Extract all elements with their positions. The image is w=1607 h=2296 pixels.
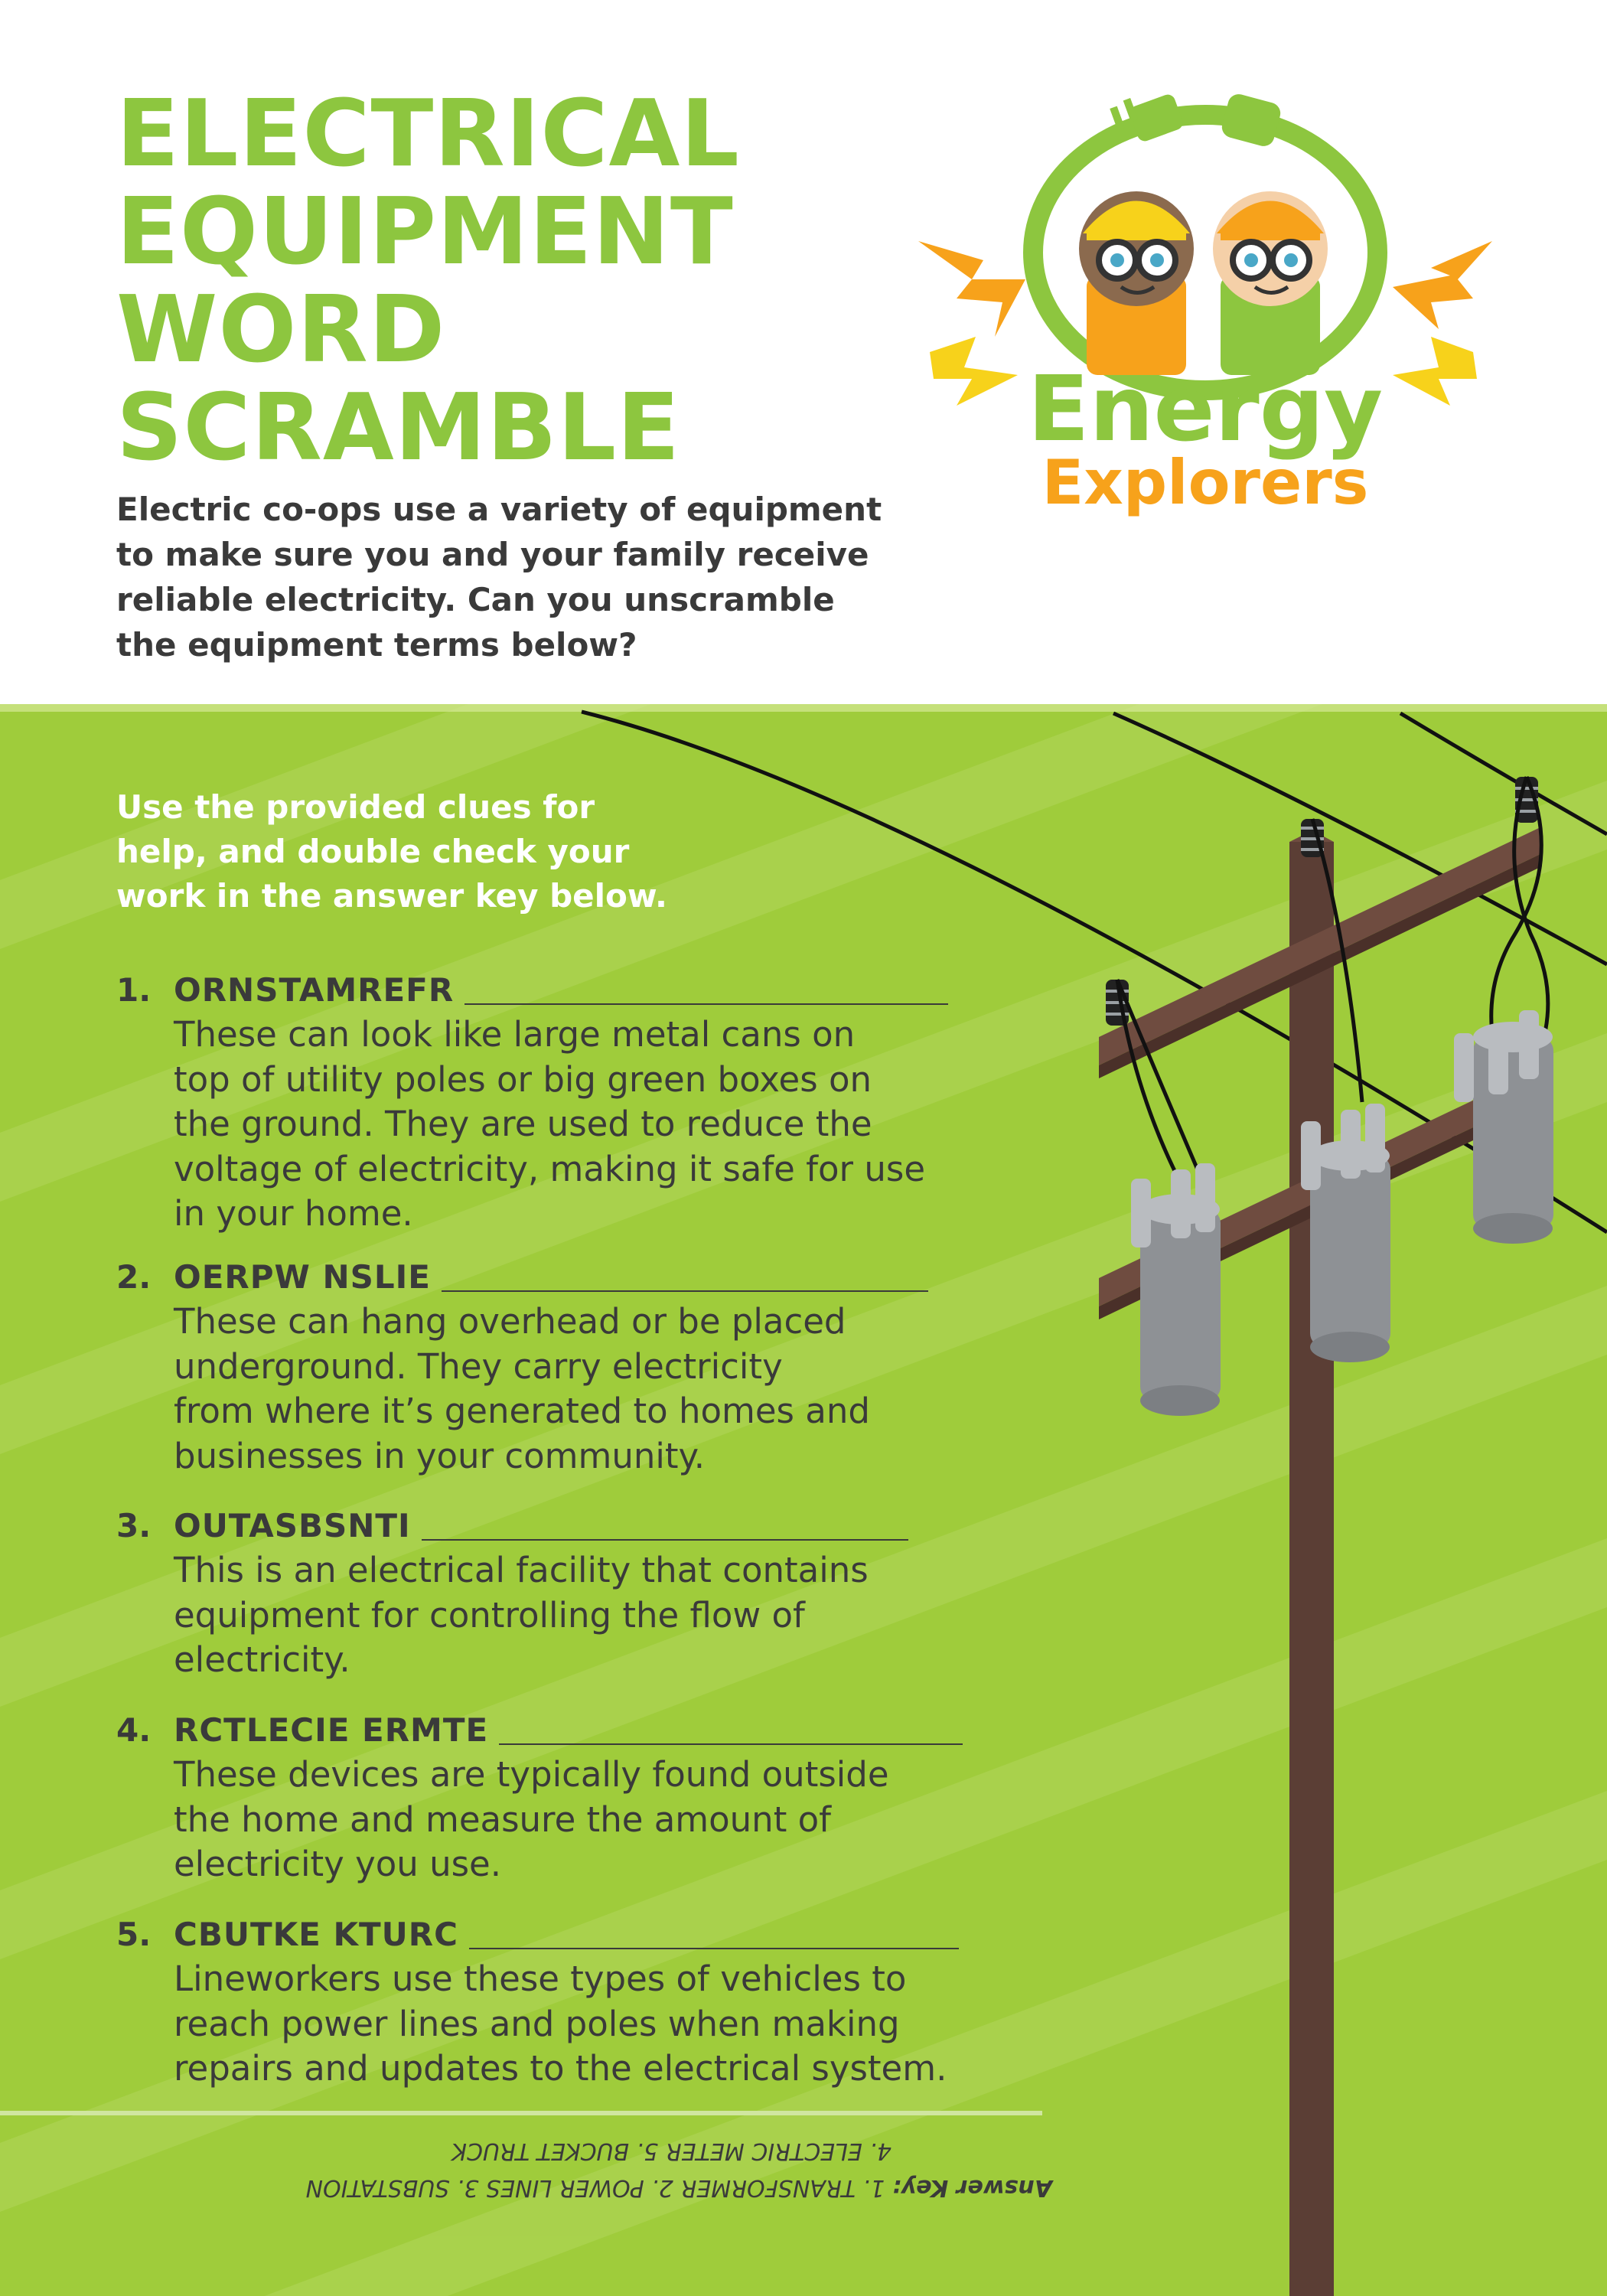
scrambled-word: RCTLECIE ERMTE: [174, 1711, 489, 1749]
monkey-right-icon: [1213, 191, 1328, 375]
transformer-icon: [1131, 1163, 1221, 1416]
question-2: [116, 1254, 1035, 1479]
pole: [1289, 842, 1334, 2296]
intro-paragraph: [116, 487, 973, 667]
clue-text: These can look like large metal cans on top of utility poles or big green boxes on the ground. They are used to reduce the voltage of electricity, making it safe for use in your home.: [174, 1014, 926, 1234]
instructions-line: Use the provided clues for: [116, 788, 595, 826]
intro-line: to make sure you and your family receive: [116, 536, 869, 573]
question-number: 2.: [116, 1258, 152, 1296]
title-line: EQUIPMENT: [116, 179, 734, 285]
answer-key-line-2: [203, 2132, 1052, 2169]
question-number: 4.: [116, 1711, 152, 1749]
title-line: SCRAMBLE: [116, 375, 681, 481]
answer-key-text: 4. ELECTRIC METER 5. BUCKET TRUCK: [451, 2138, 892, 2164]
title-line: ELECTRICAL: [116, 81, 740, 188]
answer-key-line-1: [203, 2169, 1052, 2206]
intro-line: Electric co-ops use a variety of equipment: [116, 491, 882, 528]
clue-text: Lineworkers use these types of vehicles to reach power lines and poles when making repairs and updates to the electrical system.: [174, 1958, 947, 2089]
scrambled-word: OUTASBSNTI: [174, 1507, 411, 1544]
intro-line: the equipment terms below?: [116, 626, 637, 664]
instructions-line: work in the answer key below.: [116, 877, 667, 915]
answer-blank[interactable]: [499, 1743, 963, 1745]
logo-text-explorers: Explorers: [1041, 447, 1369, 518]
lightning-bolt-icon: [918, 241, 1025, 337]
intro-line: reliable electricity. Can you unscramble: [116, 581, 835, 618]
question-4: [116, 1707, 1035, 1887]
transformer-icon: [1301, 1104, 1390, 1362]
answer-key-text: 1. TRANSFORMER 2. POWER LINES 3. SUBSTATION: [305, 2174, 885, 2201]
question-number: 5.: [116, 1916, 152, 1953]
lightning-bolt-icon: [1393, 241, 1492, 329]
energy-explorers-logo: [911, 84, 1500, 520]
answer-key-label: Answer Key:: [892, 2174, 1052, 2201]
answer-blank[interactable]: [464, 1003, 948, 1005]
lightning-bolt-icon: [1393, 337, 1477, 406]
scrambled-word: ORNSTAMREFR: [174, 971, 455, 1009]
title-line: WORD: [116, 277, 446, 383]
socket-icon: [1220, 92, 1283, 148]
answer-blank[interactable]: [442, 1290, 928, 1292]
answer-key-divider: [0, 2111, 1042, 2115]
question-number: 3.: [116, 1507, 152, 1544]
answer-blank[interactable]: [469, 1948, 959, 1949]
question-3: [116, 1502, 1035, 1683]
scrambled-word: OERPW NSLIE: [174, 1258, 431, 1296]
instructions-line: help, and double check your: [116, 833, 630, 870]
scrambled-word: CBUTKE KTURC: [174, 1916, 458, 1953]
question-number: 1.: [116, 971, 152, 1009]
page-title: [116, 81, 920, 481]
lightning-bolt-icon: [930, 337, 1018, 406]
question-5: [116, 1911, 1035, 2092]
clue-text: This is an electrical facility that contains equipment for controlling the flow of electricity.: [174, 1550, 869, 1680]
clue-text: These devices are typically found outside the home and measure the amount of electricity you use.: [174, 1754, 889, 1884]
power-line: [1400, 713, 1607, 834]
monkey-left-icon: [1079, 191, 1194, 375]
answer-key-upside-down: [203, 2132, 1052, 2206]
question-1: [116, 967, 1035, 1237]
header-section: [0, 0, 1607, 704]
clue-text: These can hang overhead or be placed underground. They carry electricity from where it’s generated to homes and businesses in your community.: [174, 1301, 870, 1476]
answer-blank[interactable]: [422, 1539, 908, 1541]
instructions-text: [116, 785, 713, 918]
logo-text-energy: Energy: [1027, 356, 1384, 461]
